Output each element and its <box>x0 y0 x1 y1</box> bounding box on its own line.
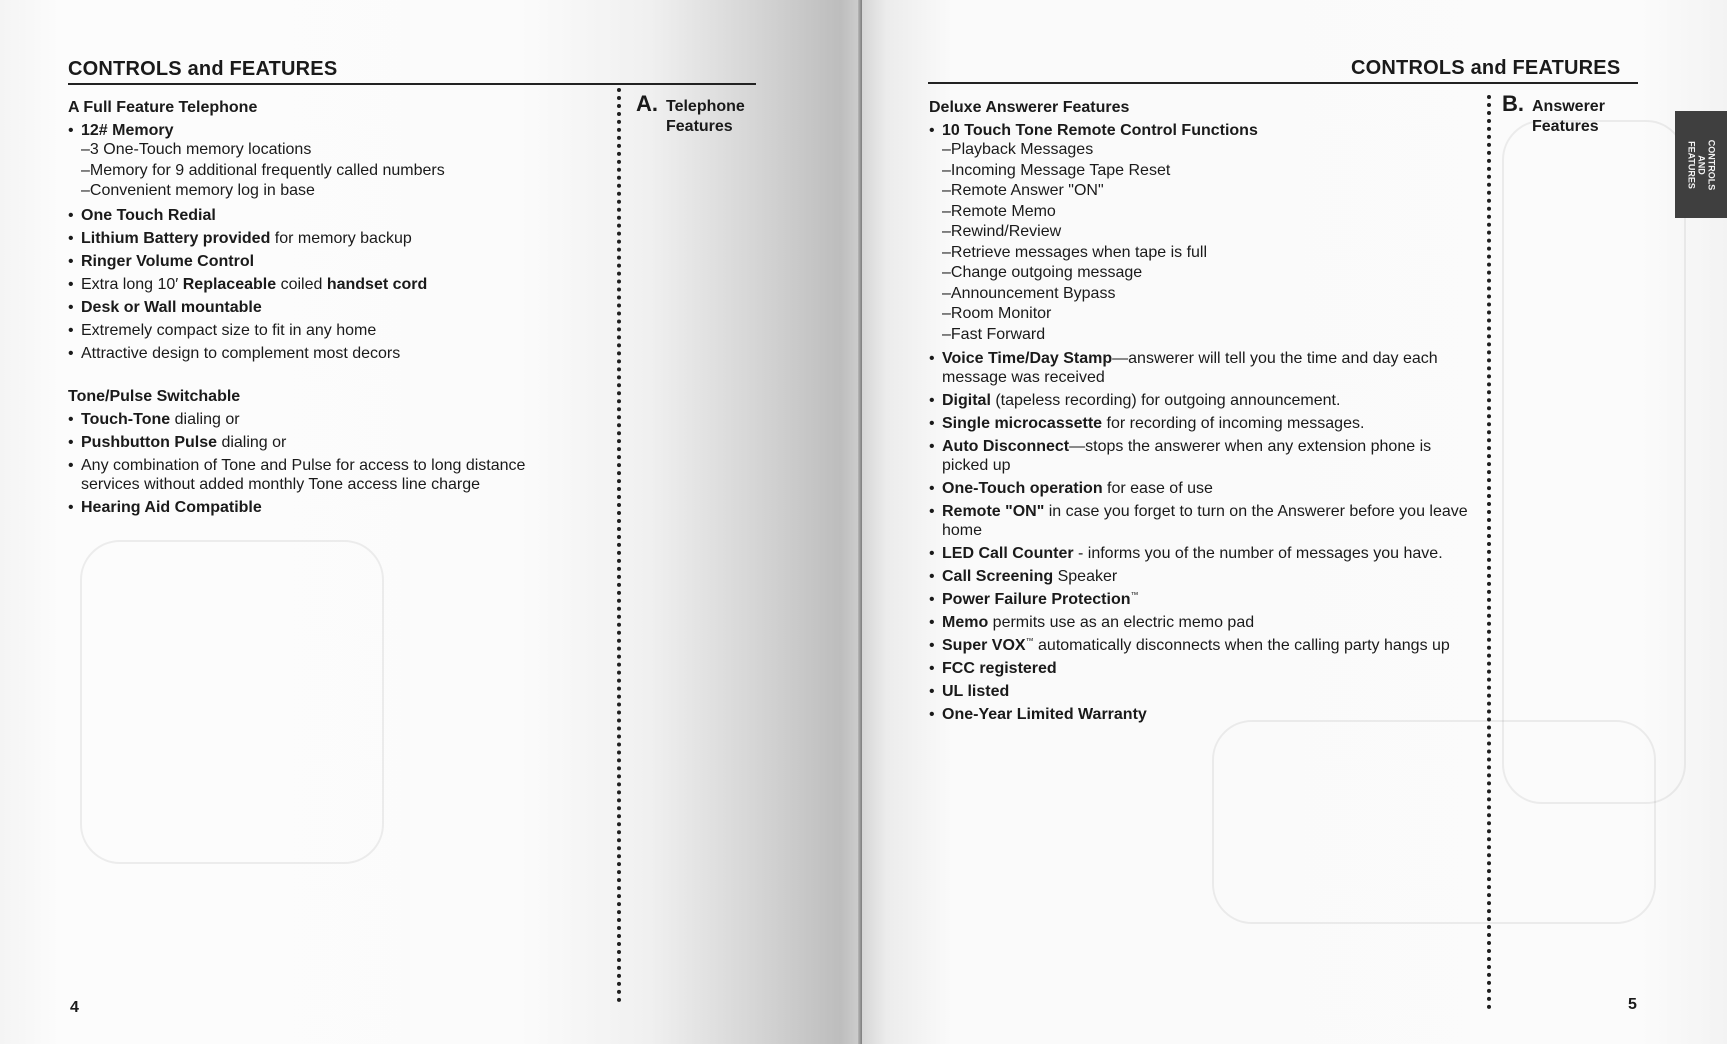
page-header: CONTROLS and FEATURES <box>68 58 338 80</box>
sub-item: –Retrieve messages when tape is full <box>942 243 1208 261</box>
list-item: • Lithium Battery provided for memory backup <box>68 229 588 248</box>
section-heading: Deluxe Answerer Features <box>929 99 1130 116</box>
list-item: • Auto Disconnect—stops the answerer when any extension phone is picked up <box>929 437 1479 475</box>
list-item: • 10 Touch Tone Remote Control Functions <box>929 121 1479 140</box>
sub-item: –3 One-Touch memory locations <box>81 141 312 158</box>
faint-bleed-through <box>1502 120 1686 804</box>
list-item: • Any combination of Tone and Pulse for access to long distance services without added monthly Tone access line charge <box>68 456 588 494</box>
page-number: 5 <box>1628 996 1637 1013</box>
sub-item: –Change outgoing message <box>942 264 1143 281</box>
section-heading: Tone/Pulse Switchable <box>68 387 241 405</box>
right-page <box>862 0 1727 1044</box>
answerer-features-column <box>929 98 1479 728</box>
sub-item: –Remote Answer "ON" <box>942 182 1104 199</box>
section-label: A. Telephone Features <box>636 91 745 135</box>
faint-bleed-through <box>1212 720 1656 924</box>
faint-bleed-through <box>80 540 384 864</box>
list-item: • Voice Time/Day Stamp—answerer will tell you the time and day each message was received <box>929 349 1479 387</box>
telephone-features-column <box>68 98 588 521</box>
list-item: • UL listed <box>929 682 1479 701</box>
list-item: • One-Year Limited Warranty <box>929 705 1479 724</box>
dotted-divider <box>1487 95 1491 1010</box>
list-item: • 12# Memory <box>68 121 588 140</box>
list-item: • Super VOX™ automatically disconnects when the calling party hangs up <box>929 636 1479 655</box>
sub-item: –Memory for 9 additional frequently called numbers <box>81 161 445 179</box>
list-item: • Extremely compact size to fit in any home <box>68 321 588 340</box>
sub-item: –Convenient memory log in base <box>81 182 315 199</box>
header-rule <box>68 83 756 85</box>
header-rule <box>928 82 1638 84</box>
sub-item: –Announcement Bypass <box>942 284 1116 302</box>
list-item: • Touch-Tone dialing or <box>68 410 588 429</box>
sub-item: –Fast Forward <box>942 325 1046 343</box>
list-item: • Power Failure Protection™ <box>929 590 1479 609</box>
list-item: • One-Touch operation for ease of use <box>929 479 1479 498</box>
list-item: • FCC registered <box>929 659 1479 678</box>
list-item: • LED Call Counter - informs you of the number of messages you have. <box>929 544 1479 563</box>
section-heading: A Full Feature Telephone <box>68 99 258 116</box>
list-item: • Hearing Aid Compatible <box>68 498 588 517</box>
section-letter: A. <box>636 91 658 116</box>
list-item: • Desk or Wall mountable <box>68 298 588 317</box>
page-header: CONTROLS and FEATURES <box>1351 57 1621 79</box>
list-item: • Memo permits use as an electric memo pad <box>929 613 1479 632</box>
list-item: • Digital (tapeless recording) for outgoing announcement. <box>929 391 1479 410</box>
list-item: • Remote "ON" in case you forget to turn on the Answerer before you leave home <box>929 502 1479 540</box>
list-item: • One Touch Redial <box>68 206 588 225</box>
sub-item: –Remote Memo <box>942 202 1056 220</box>
section-label: B. Answerer Features <box>1502 91 1605 135</box>
section-letter: B. <box>1502 91 1524 116</box>
list-item: • Call Screening Speaker <box>929 567 1479 586</box>
list-item: • Attractive design to complement most decors <box>68 344 588 363</box>
sub-item: –Room Monitor <box>942 305 1052 322</box>
list-item: • Single microcassette for recording of incoming messages. <box>929 414 1479 433</box>
dotted-divider <box>617 88 621 1003</box>
left-page <box>0 0 862 1044</box>
list-item: • Pushbutton Pulse dialing or <box>68 433 588 452</box>
list-item: • Ringer Volume Control <box>68 252 588 271</box>
page-number: 4 <box>70 999 79 1016</box>
sub-item: –Playback Messages <box>942 141 1094 158</box>
list-item: • Extra long 10′ Replaceable coiled handset cord <box>68 275 588 294</box>
sub-item: –Rewind/Review <box>942 223 1062 240</box>
sub-item: –Incoming Message Tape Reset <box>942 161 1171 179</box>
section-tab: CONTROLS AND FEATURES <box>1675 111 1727 218</box>
